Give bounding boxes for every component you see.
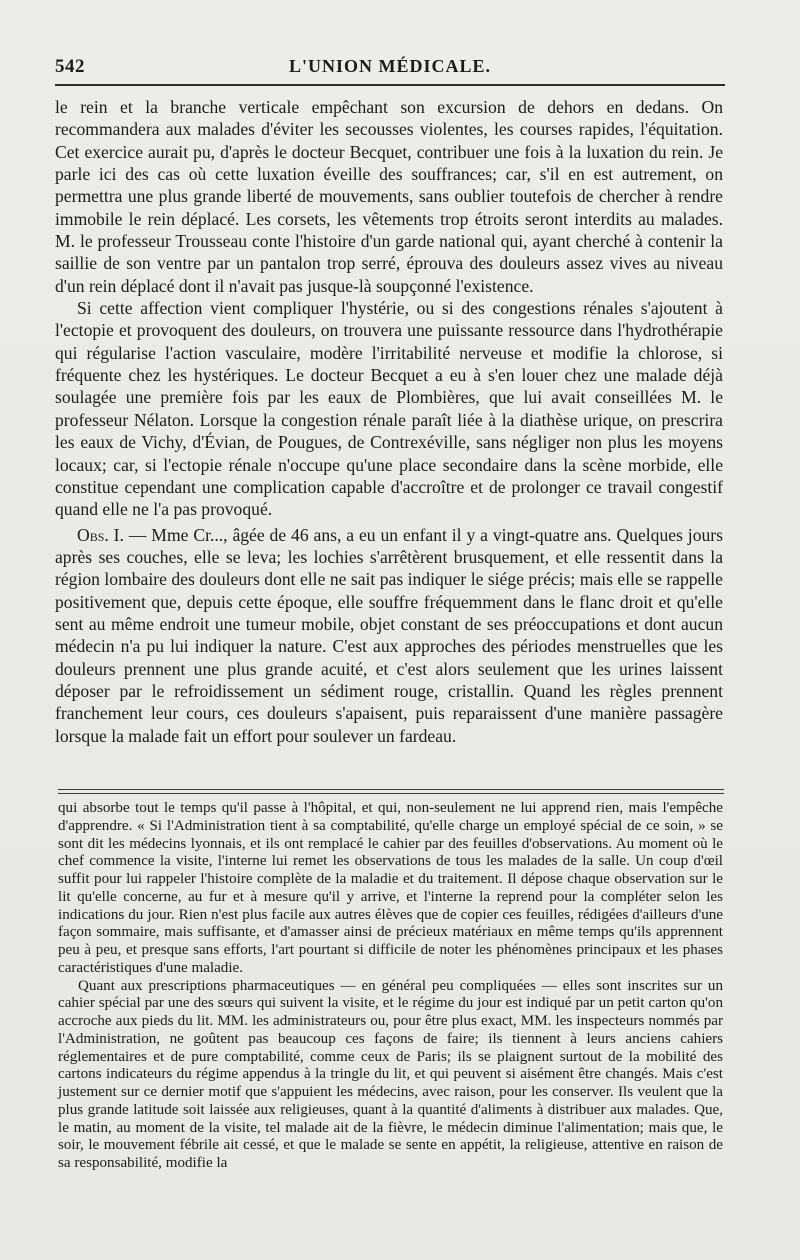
page-header xyxy=(55,52,725,82)
header-rule xyxy=(55,84,725,86)
observation-label: Obs. I. xyxy=(77,524,124,545)
main-article xyxy=(55,96,723,747)
article-paragraph: Si cette affection vient compliquer l'hystérie, ou si des congestions rénales s'ajoutent à l'ectopie et provoquent des douleurs, on trouvera une puissante ressource dans l'hydrothérapie qui régularise l'action vasculaire, modère l'irritabilité nerveuse et modifie la chlorose, si fréquente chez les hystériques. Le docteur Becquet a eu à s'en louer chez une malade déjà soulagée une première fois par les eaux de Plombières, que lui avait conseillées M. le professeur Nélaton. Lorsque la congestion rénale paraît liée à la diathèse urique, on prescrira les eaux de Vichy, d'Évian, de Pougues, de Contrexéville, sans négliger non plus les moyens locaux; car, si l'ectopie rénale n'occupe qu'une place secondaire dans la scène morbide, elle constitue cependant une complication capable d'accroître et de prolonger ce travail congestif quand elle ne l'a pas provoqué. xyxy=(55,298,723,520)
journal-title: L'UNION MÉDICALE. xyxy=(288,56,492,76)
observation-paragraph xyxy=(55,524,723,747)
article-paragraph: le rein et la branche verticale empêchant son excursion de dehors en dedans. On recommandera aux malades d'éviter les secousses violentes, les courses rapides, l'équitation. Cet exercice aurait pu, d'après le docteur Becquet, contribuer une fois à la luxation du rein. Je parle ici des cas où cette luxation éveille des souffrances; car, s'il en est autrement, on permettra une plus grande liberté de mouvements, sans oublier toutefois de chercher à rendre immobile le rein déplacé. Les corsets, les vêtements trop étroits seront interdits au malades. M. le professeur Trousseau conte l'histoire d'un garde national qui, ayant cherché à contenir la saillie de son ventre par un pantalon trop serré, éprouva des douleurs assez vives au niveau d'un rein déplacé dont il n'avait pas jusque-là soupçonné l'existence. xyxy=(55,97,723,296)
feuilleton-separator xyxy=(58,789,724,794)
feuilleton-section xyxy=(58,800,723,1173)
page-number: 542 xyxy=(55,56,85,77)
feuilleton-paragraph: Quant aux prescriptions pharmaceutiques — en général peu compliquées — elles sont inscrites sur un cahier spécial par une des sœurs qui suivent la visite, et le régime du jour est indiqué par un petit carton qu'on accroche aux pieds du lit. MM. les administrateurs ou, pour être plus exact, MM. les inspecteurs nommés par l'Administration, ne goûtent pas beaucoup ces façons de faire; ils tiennent à leurs anciens cahiers réglementaires et de pure comptabilité, comme ceux de Paris; ils se plaignent surtout de la mobilité des cartons indicateurs du régime appendus à la tringle du lit, et qui peuvent si aisément être changés. Mais c'est justement sur ce dernier motif que s'appuient les médecins, avec raison, pour les conserver. Ils veulent que la plus grande latitude soit laissée aux religieuses, quant à la quantité d'aliments à distribuer aux malades. Que, le matin, au moment de la visite, tel malade ait de la fièvre, le médecin diminue l'alimentation; mais que, le soir, le mouvement fébrile ait cessé, et que le malade se sente en appétit, la religieuse, attentive en raison de sa responsabilité, modifie la xyxy=(58,977,723,1171)
feuilleton-paragraph: qui absorbe tout le temps qu'il passe à l'hôpital, et qui, non-seulement ne lui apprend rien, mais l'empêche d'apprendre. « Si l'Administration tient à sa comptabilité, qu'elle charge un employé spécial de ce soin, » se sont dit les médecins lyonnais, et ils ont remplacé le cahier par des feuilles d'observations. Au moment où le chef commence la visite, l'interne lui remet les observations de tous les malades de la salle. Un coup d'œil suffit pour lui rappeler l'histoire complète de la maladie et du traitement. Il dépose chaque observation sur le lit qu'elle concerne, au fur et à mesure qu'il y arrive, et l'interne la reprend pour la compléter selon les indications du jour. Rien n'est plus facile aux autres élèves que de copier ces feuilles, rédigées d'ailleurs d'une façon sommaire, mais suffisante, et d'amasser ainsi de précieux matériaux en même temps qu'ils apprennent peu à peu, et presque sans efforts, l'art pourtant si difficile de noter les phénomènes principaux et les phases caractéristiques d'une maladie. xyxy=(58,800,723,976)
observation-text: — Mme Cr..., âgée de 46 ans, a eu un enfant il y a vingt-quatre ans. Quelques jours après ses couches, elle se leva; les lochies s'arrêtèrent brusquement, et elle ressentit dans la région lombaire des douleurs dont elle ne sait pas indiquer le siége précis; mais elle se rappelle positivement que, depuis cette époque, elle souffre fréquemment dans le flanc droit et qu'elle sent au même endroit une tumeur mobile, objet constant de ses préoccupations et dont aucun médecin n'a pu lui indiquer la nature. C'est aux approches des périodes menstruelles que les douleurs prennent une plus grande acuité, et c'est alors seulement que les urines laissent déposer par le refroidissement un sédiment rouge, cristallin. Quand les règles prennent franchement leur cours, ces douleurs s'apaisent, puis reparaissent d'une manière passagère lorsque la malade fait un effort pour soulever un fardeau. xyxy=(55,524,723,746)
